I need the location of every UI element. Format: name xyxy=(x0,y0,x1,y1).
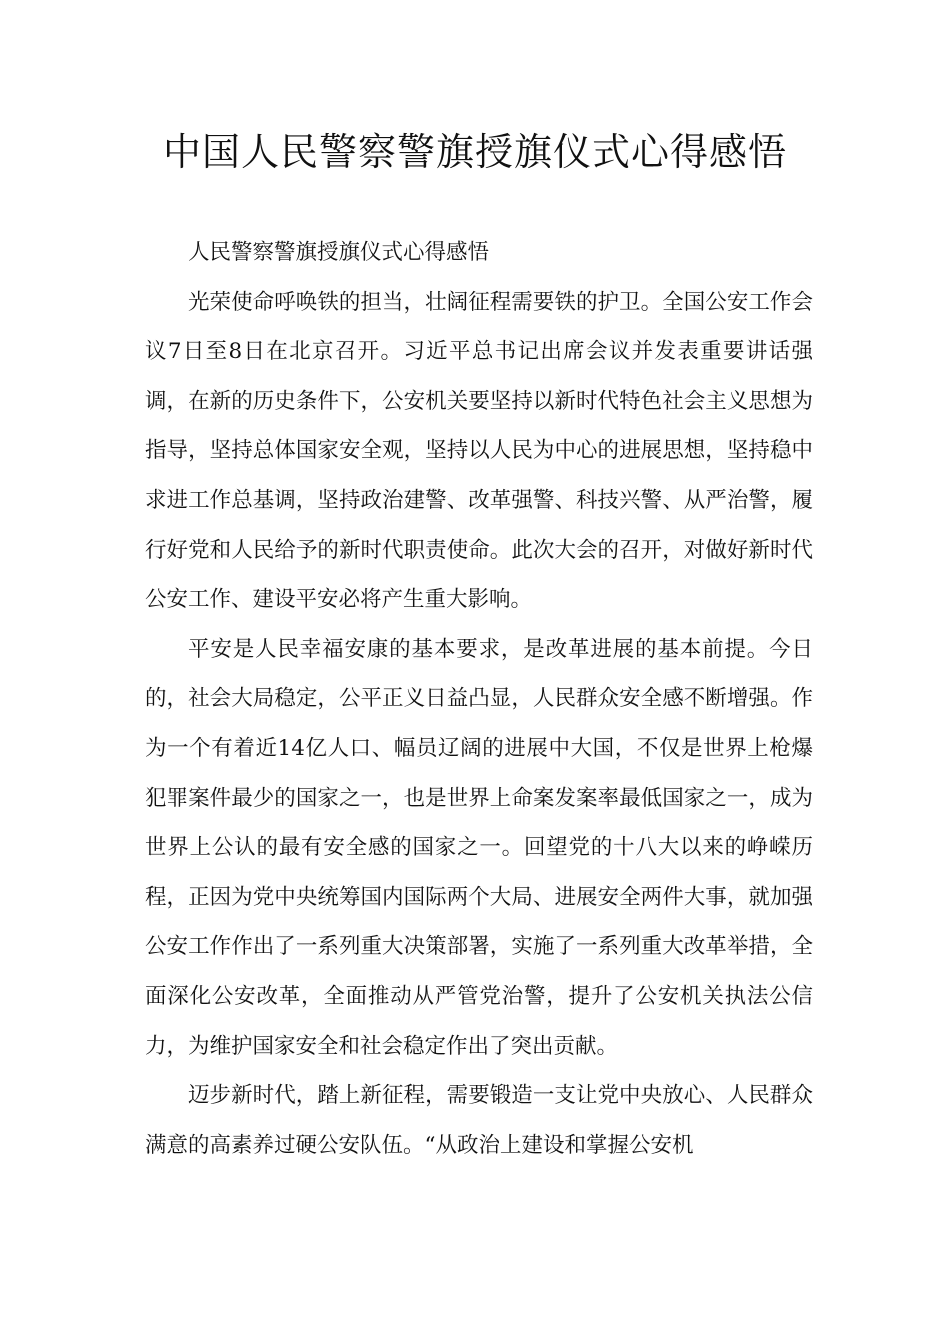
document-title: 中国人民警察警旗授旗仪式心得感悟 xyxy=(162,130,787,174)
paragraph-1: 光荣使命呼唤铁的担当，壮阔征程需要铁的护卫。全国公安工作会议7日至8日在北京召开。习近平总书记出席会议并发表重要讲话强调，在新的历史条件下，公安机关要坚持以新时代特色社会主义思想为指导，坚持总体国家安全观，坚持以人民为中心的进展思想，坚持稳中求进工作总基调，坚持政治建警、改革强警、科技兴警、从严治警，履行好党和人民给予的新时代职责使命。此次大会的召开，对做好新时代公安工作、建设平安必将产生重大影响。 xyxy=(145,289,813,613)
paragraph-subtitle: 人民警察警旗授旗仪式心得感悟 xyxy=(188,240,490,265)
document-body xyxy=(145,228,813,1170)
paragraph-3: 迈步新时代，踏上新征程，需要锻造一支让党中央放心、人民群众满意的高素养过硬公安队伍。“从政治上建设和掌握公安机 xyxy=(145,1083,813,1158)
paragraph-2: 平安是人民幸福安康的基本要求，是改革进展的基本前提。今日的，社会大局稳定，公平正义日益凸显，人民群众安全感不断增强。作为一个有着近14亿人口、幅员辽阔的进展中大国，不仅是世界上枪爆犯罪案件最少的国家之一，也是世界上命案发案率最低国家之一，成为世界上公认的最有安全感的国家之一。回望党的十八大以来的峥嵘历程，正因为党中央统筹国内国际两个大局、进展安全两件大事，就加强公安工作作出了一系列重大决策部署，实施了一系列重大改革举措，全面深化公安改革，全面推动从严管党治警，提升了公安机关执法公信力，为维护国家安全和社会稳定作出了突出贡献。 xyxy=(145,636,813,1059)
